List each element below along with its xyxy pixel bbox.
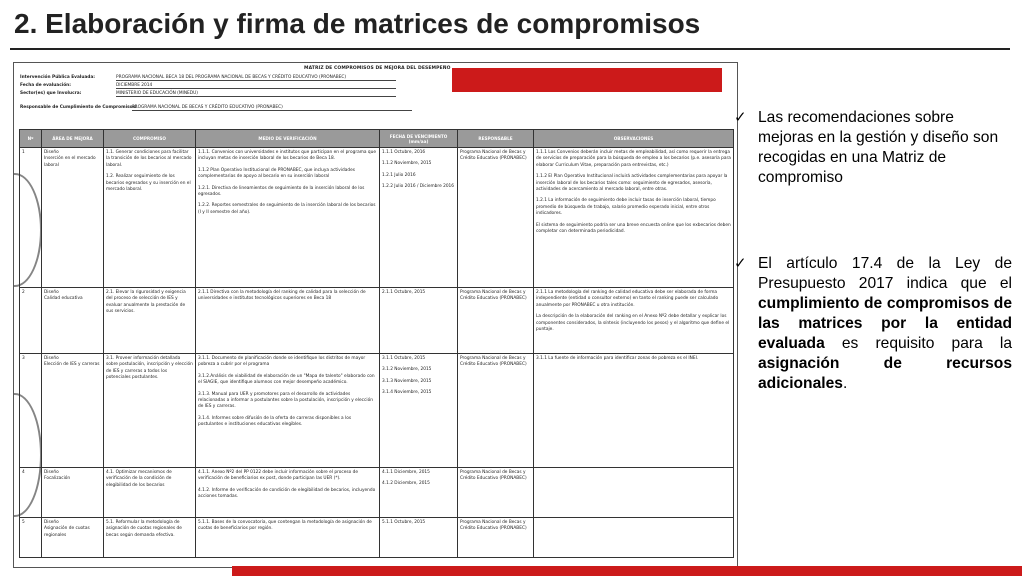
column-header: MEDIO DE VERIFICACIÓN [196, 130, 380, 148]
verification-means: 5.1.1. Bases de la convocatoria, que contengan la metodología de asignación de cuotas de beneficiarios por región. [196, 518, 380, 558]
observations [534, 518, 734, 558]
doc-header-row: Fecha de evaluación: DICIEMBRE 2014 [20, 83, 396, 89]
doc-header-row: Sector(es) que Involucra: MINISTERIO DE EDUCACIÓN (MINEDU) [20, 91, 396, 97]
document-title: MATRIZ DE COMPROMISOS DE MEJORA DEL DESEMPEÑO [304, 66, 451, 71]
verification-means: 1.1.1. Convenios con universidades e institutos que participan en el programa que incluyan metas de inserción laboral de los becarios de Beca 18. 1.1.2 Plan Operativo Institucional de PRONABEC, que incluya actividades complementarias de apoyo al becario en su inserción laboral 1.2.1. Directiva de lineamientos de seguimiento de la inserción laboral de los egresados. 1.2.2. Reportes semestrales de seguimiento de la inserción laboral de los becarios (I y II semestre del año). [196, 148, 380, 288]
improvement-area: Diseño Elección de IES y carreras [42, 354, 104, 468]
table-row [20, 354, 734, 468]
title-divider [10, 48, 1010, 50]
commitment: 5.1. Reformular la metodología de asignación de cuotas regionales de becas según demanda efectiva. [104, 518, 196, 558]
column-header: Nº [20, 130, 42, 148]
table-row [20, 148, 734, 288]
table-body [20, 148, 734, 558]
row-number: 2 [20, 288, 42, 354]
improvement-area: Diseño Calidad educativa [42, 288, 104, 354]
row-number: 3 [20, 354, 42, 468]
table-row [20, 468, 734, 518]
responsible: Programa Nacional de Becas y Crédito Educativo (PRONABEC) [458, 288, 534, 354]
improvement-area: Diseño Inserción en el mercado laboral [42, 148, 104, 288]
highlight-box [452, 68, 722, 92]
column-header: ÁREA DE MEJORA [42, 130, 104, 148]
commitments-table [19, 129, 734, 558]
table-row [20, 288, 734, 354]
observations [534, 468, 734, 518]
check-icon: ✓ [734, 109, 747, 126]
doc-header-row: Responsable de Cumplimiento de Compromisos:PROGRAMA NACIONAL DE BECAS Y CRÉDITO EDUCATIVO (PRONABEC) [20, 105, 412, 111]
bullet-recommendations [734, 108, 1012, 188]
scanned-document [13, 62, 738, 568]
commitment: 4.1. Optimizar mecanismos de verificación de la condición de elegibilidad de los becarios [104, 468, 196, 518]
due-date: 2.1.1 Octubre, 2015 [380, 288, 458, 354]
row-number: 1 [20, 148, 42, 288]
observations: 3.1.1 La fuente de información para identificar zonas de pobreza es el INEI. [534, 354, 734, 468]
bullet-text: Las recomendaciones sobre mejoras en la gestión y diseño son recogidas en una Matriz de compromiso [758, 109, 999, 186]
due-date: 3.1.1 Octubre, 2015 3.1.2 Noviembre, 2015 3.1.3 Noviembre, 2015 3.1.4 Noviembre, 2015 [380, 354, 458, 468]
improvement-area: Diseño Focalización [42, 468, 104, 518]
commitment: 1.1. Generar condiciones para facilitar la transición de los becarios al mercado laboral. 1.2. Realizar seguimiento de los becarios egresados y su inserción en el mercado laboral. [104, 148, 196, 288]
column-header: OBSERVACIONES [534, 130, 734, 148]
doc-header-row: Intervención Pública Evaluada: PROGRAMA NACIONAL BECA 18 DEL PROGRAMA NACIONAL DE BECAS Y CRÉDITO EDUCATIVO (PRONABEC) [20, 75, 396, 81]
verification-means: 3.1.1. Documento de planificación donde se identifique los distritos de mayor pobreza a cubrir por el programa 3.1.2.Análisis de viabilidad de elaboración de un "Mapa de talento" elaborado con el SIAGIE, que identifique alumnos con mejor desempeño académico. 3.1.3. Manual para UER y promotores para el desarrollo de actividades relacionadas a informar a postulantes sobre la postulación, inscripción y elección de IES y carreras. 3.1.4. Informes sobre difusión de la oferta de carreras disponibles a los postulantes e instituciones educativas elegibles. [196, 354, 380, 468]
table-header [20, 130, 734, 148]
check-icon: ✓ [734, 255, 747, 272]
verification-means: 4.1.1. Anexo Nº2 del PP 0122 debe incluir información sobre el proceso de verificación de beneficiarios ex post, donde participan las UER (*). 4.1.2. Informe de verificación de condición de elegibilidad de becarios, incluyendo acciones tomadas. [196, 468, 380, 518]
bold-phrase: asignación de recursos adicionales [758, 355, 1012, 392]
due-date: 4.1.1 Diciembre, 2015 4.1.2 Diciembre, 2015 [380, 468, 458, 518]
table-row [20, 518, 734, 558]
responsible: Programa Nacional de Becas y Crédito Educativo (PRONABEC) [458, 518, 534, 558]
bold-phrase: cumplimiento de compromisos de las matrices por la entidad evaluada [758, 295, 1012, 352]
improvement-area: Diseño Asignación de cuotas regionales [42, 518, 104, 558]
responsible: Programa Nacional de Becas y Crédito Educativo (PRONABEC) [458, 468, 534, 518]
responsible: Programa Nacional de Becas y Crédito Educativo (PRONABEC) [458, 354, 534, 468]
due-date: 5.1.1 Octubre, 2015 [380, 518, 458, 558]
column-header: COMPROMISO [104, 130, 196, 148]
footer-accent-bar [232, 566, 1022, 576]
responsible: Programa Nacional de Becas y Crédito Educativo (PRONABEC) [458, 148, 534, 288]
observations: 1.1.1 Los Convenios deberán incluir metas de empleabilidad, así como requerir la entrega de servicios de preparación para la búsqueda de empleo a los becarios (p.e. asesoría para elaborar Curriculum Vitae, preparación para entrevistas, etc.) 1.1.2 El Plan Operativo Institucional incluirá actividades complementarias para apoyar la inserción laboral de los becarios tales como: seguimiento de egresados, asesoría, actividades de acercamiento al mercado laboral, entre otras. 1.2.1 La información de seguimiento debe incluir tasas de inserción laboral, tiempo promedio de búsqueda de trabajo, salario promedio esperado inicial, entre otros indicadores. El sistema de seguimiento podría ser una breve encuesta online que los exbecarios deben completar con determinada periodicidad. [534, 148, 734, 288]
commitment: 2.1. Elevar la rigurosidad y exigencia del proceso de selección de IES y evaluar anualmente la prestación de sus servicios. [104, 288, 196, 354]
observations: 2.1.1 La metodología del ranking de calidad educativa debe ser elaborada de forma independiente (entidad o consultor externo) en tanto el ranking puede ser calculado anualmente por PRONABEC u otra institución. La descripción de la elaboración del ranking en el Anexo Nº2 debe detallar y explicar los componentes considerados, la síntesis (incluyendo los pesos) y el algoritmo que define el puntaje. [534, 288, 734, 354]
commitment: 3.1. Proveer información detallada sobre postulación, inscripción y elección de IES y carreras a todos los potenciales postulantes. [104, 354, 196, 468]
due-date: 1.1.1 Octubre, 2016 1.1.2 Noviembre, 2015 1.2.1 Julio 2016 1.2.2 Julio 2016 / Diciembre 2016 [380, 148, 458, 288]
slide-title: 2. Elaboración y firma de matrices de compromisos [14, 8, 701, 39]
bullet-law-article [734, 254, 1012, 394]
verification-means: 2.1.1 Directiva con la metodología del ranking de calidad para la selección de universidades e institutos tecnológicos superiores en Beca 18 [196, 288, 380, 354]
column-header: FECHA DE VENCIMIENTO (mm/aa) [380, 130, 458, 148]
row-number: 5 [20, 518, 42, 558]
row-number: 4 [20, 468, 42, 518]
bullet-text: El artículo 17.4 de la Ley de Presupuesto 2017 indica que el cumplimiento de compromisos de las matrices por la entidad evaluada es requisito para la asignación de recursos adicionales. [758, 255, 1012, 392]
column-header: RESPONSABLE [458, 130, 534, 148]
